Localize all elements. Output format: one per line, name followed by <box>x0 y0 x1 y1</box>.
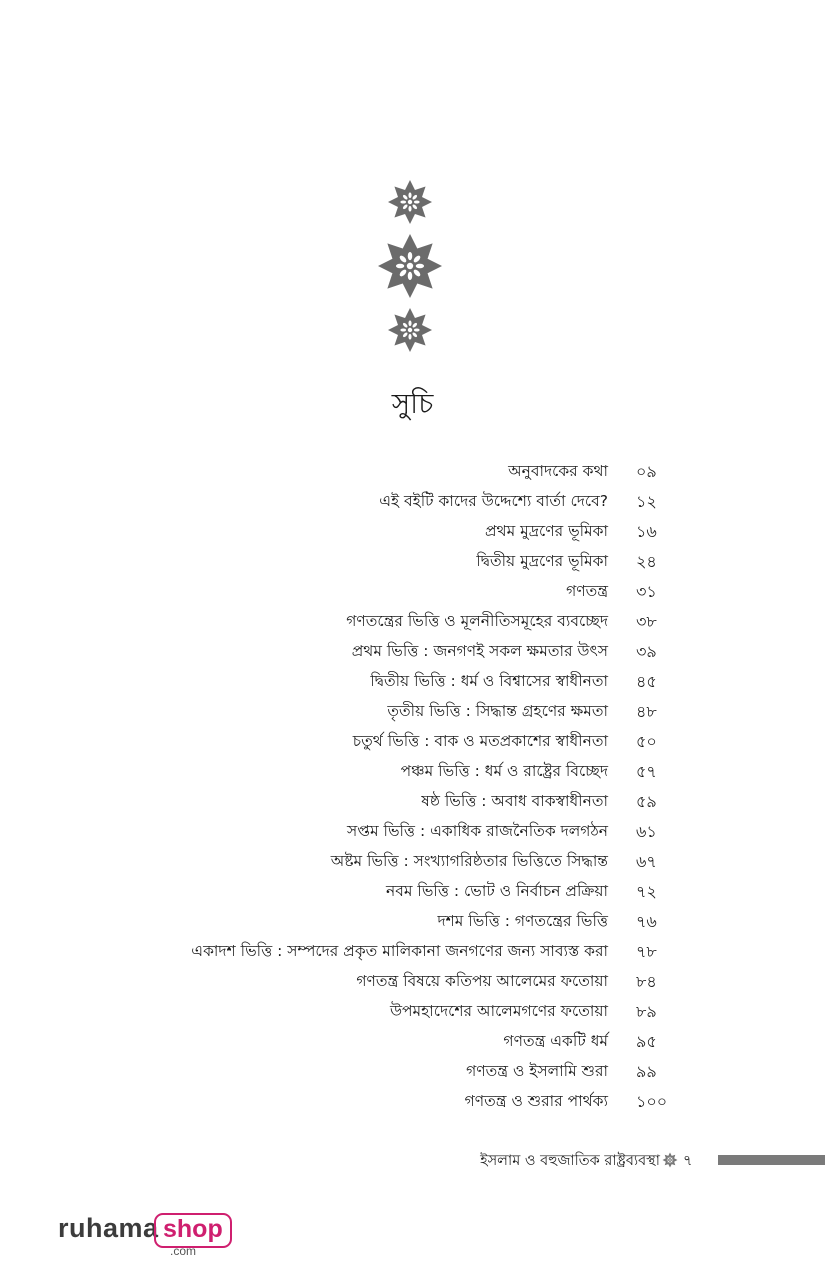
toc-title: সুচি <box>391 387 434 420</box>
toc-row <box>0 695 825 725</box>
toc-row <box>0 1055 825 1085</box>
page-number: ৭ <box>683 1153 693 1169</box>
toc-row <box>0 665 825 695</box>
toc-entry-title: অনুবাদকের কথা <box>508 462 608 480</box>
toc-entry-title: গণতন্ত্রের ভিত্তি ও মূলনীতিসমূহের ব্যবচ্ছেদ <box>346 612 608 630</box>
toc-entry-title: দশম ভিত্তি : গণতন্ত্রের ভিত্তি <box>437 912 608 930</box>
toc-entry-page: ৩৯ <box>636 642 657 661</box>
toc-row <box>0 725 825 755</box>
toc-entry-title: গণতন্ত্র একটি ধর্ম <box>503 1032 608 1050</box>
toc-row <box>0 1025 825 1055</box>
footer-bar <box>718 1155 825 1165</box>
toc-row <box>0 875 825 905</box>
logo-brand-right: shop <box>154 1213 232 1248</box>
toc-entry-title: প্রথম ভিত্তি : জনগণই সকল ক্ষমতার উৎস <box>351 642 608 660</box>
toc-entry-page: ৮৯ <box>636 1002 657 1021</box>
toc-entry-page: ৭৬ <box>636 912 657 931</box>
ornament-group <box>0 0 825 360</box>
toc-row <box>0 785 825 815</box>
page-footer <box>0 1148 825 1172</box>
toc-row <box>0 935 825 965</box>
small-star-ornament-icon <box>388 180 432 224</box>
toc-entry-title: প্রথম মুদ্রণের ভূমিকা <box>484 522 608 540</box>
toc-entry-title: এই বইটি কাদের উদ্দেশ্যে বার্তা দেবে? <box>379 492 608 510</box>
toc-entry-page: ৪৫ <box>636 672 657 691</box>
toc-entry-title: একাদশ ভিত্তি : সম্পদের প্রকৃত মালিকানা জনগণের জন্য সাব্যস্ত করা <box>191 942 608 960</box>
toc-row <box>0 635 825 665</box>
toc-entry-title: চতুর্থ ভিত্তি : বাক ও মতপ্রকাশের স্বাধীনতা <box>352 732 608 750</box>
toc-row <box>0 965 825 995</box>
toc-row <box>0 545 825 575</box>
toc-entry-page: ৪৮ <box>636 702 657 721</box>
toc-row <box>0 515 825 545</box>
toc-entry-page: ৫০ <box>636 732 657 751</box>
toc-entry-title: পঞ্চম ভিত্তি : ধর্ম ও রাষ্ট্রের বিচ্ছেদ <box>400 762 608 780</box>
toc-row <box>0 815 825 845</box>
toc-entry-page: ১২ <box>636 492 657 511</box>
toc-entry-title: দ্বিতীয় মুদ্রণের ভূমিকা <box>476 552 608 570</box>
logo-brand-left: ruhama <box>58 1213 159 1243</box>
toc-row <box>0 485 825 515</box>
toc-entry-title: দ্বিতীয় ভিত্তি : ধর্ম ও বিশ্বাসের স্বাধীনতা <box>370 672 608 690</box>
toc-entry-page: ১৬ <box>636 522 657 541</box>
toc-row <box>0 1085 825 1115</box>
toc-entry-page: ৩১ <box>636 582 657 601</box>
toc-entry-title: নবম ভিত্তি : ভোট ও নির্বাচন প্রক্রিয়া <box>386 882 608 900</box>
toc-row <box>0 455 825 485</box>
logo-domain: .com <box>170 1244 197 1258</box>
toc-entry-page: ৩৮ <box>636 612 657 631</box>
footer-book-title: ইসলাম ও বহুজাতিক রাষ্ট্রব্যবস্থা <box>480 1153 660 1169</box>
toc-entry-title: উপমহাদেশের আলেমগণের ফতোয়া <box>389 1002 608 1020</box>
toc-entry-page: ৮৪ <box>636 972 657 991</box>
toc-entry-page: ৬১ <box>636 822 657 841</box>
toc-row <box>0 845 825 875</box>
toc-entry-title: গণতন্ত্র ও শুরার পার্থক্য <box>464 1092 608 1110</box>
small-star-ornament-icon <box>388 308 432 352</box>
toc-entry-title: তৃতীয় ভিত্তি : সিদ্ধান্ত গ্রহণের ক্ষমতা <box>387 702 608 720</box>
toc-entry-page: ৯৫ <box>636 1032 657 1051</box>
toc-entry-title: গণতন্ত্র বিষয়ে কতিপয় আলেমের ফতোয়া <box>356 972 608 990</box>
flower-icon <box>662 1152 678 1168</box>
toc-entry-page: ৫৭ <box>636 762 657 781</box>
ruhamashop-logo <box>58 1213 228 1258</box>
toc-entry-page: ৭৮ <box>636 942 657 961</box>
toc-row <box>0 905 825 935</box>
toc-entry-title: ষষ্ঠ ভিত্তি : অবাধ বাকস্বাধীনতা <box>421 792 608 810</box>
toc-entry-page: ৯৯ <box>636 1062 657 1081</box>
toc-entry-title: সপ্তম ভিত্তি : একাধিক রাজনৈতিক দলগঠন <box>347 822 608 840</box>
toc-entry-page: ৫৯ <box>636 792 657 811</box>
toc-row <box>0 605 825 635</box>
large-star-ornament-icon <box>378 234 442 298</box>
toc-entry-title: গণতন্ত্র <box>566 582 608 600</box>
toc-row <box>0 995 825 1025</box>
toc-row <box>0 575 825 605</box>
toc-entry-page: ৭২ <box>636 882 657 901</box>
toc-entry-title: অষ্টম ভিত্তি : সংখ্যাগরিষ্ঠতার ভিত্তিতে সিদ্ধান্ত <box>330 852 608 870</box>
toc-entry-page: ৬৭ <box>636 852 657 871</box>
toc-row <box>0 755 825 785</box>
toc-entry-page: ২৪ <box>636 552 657 571</box>
toc-entry-page: ০৯ <box>636 462 657 481</box>
toc-entry-page: ১০০ <box>636 1092 668 1111</box>
toc-entry-title: গণতন্ত্র ও ইসলামি শুরা <box>466 1062 608 1080</box>
